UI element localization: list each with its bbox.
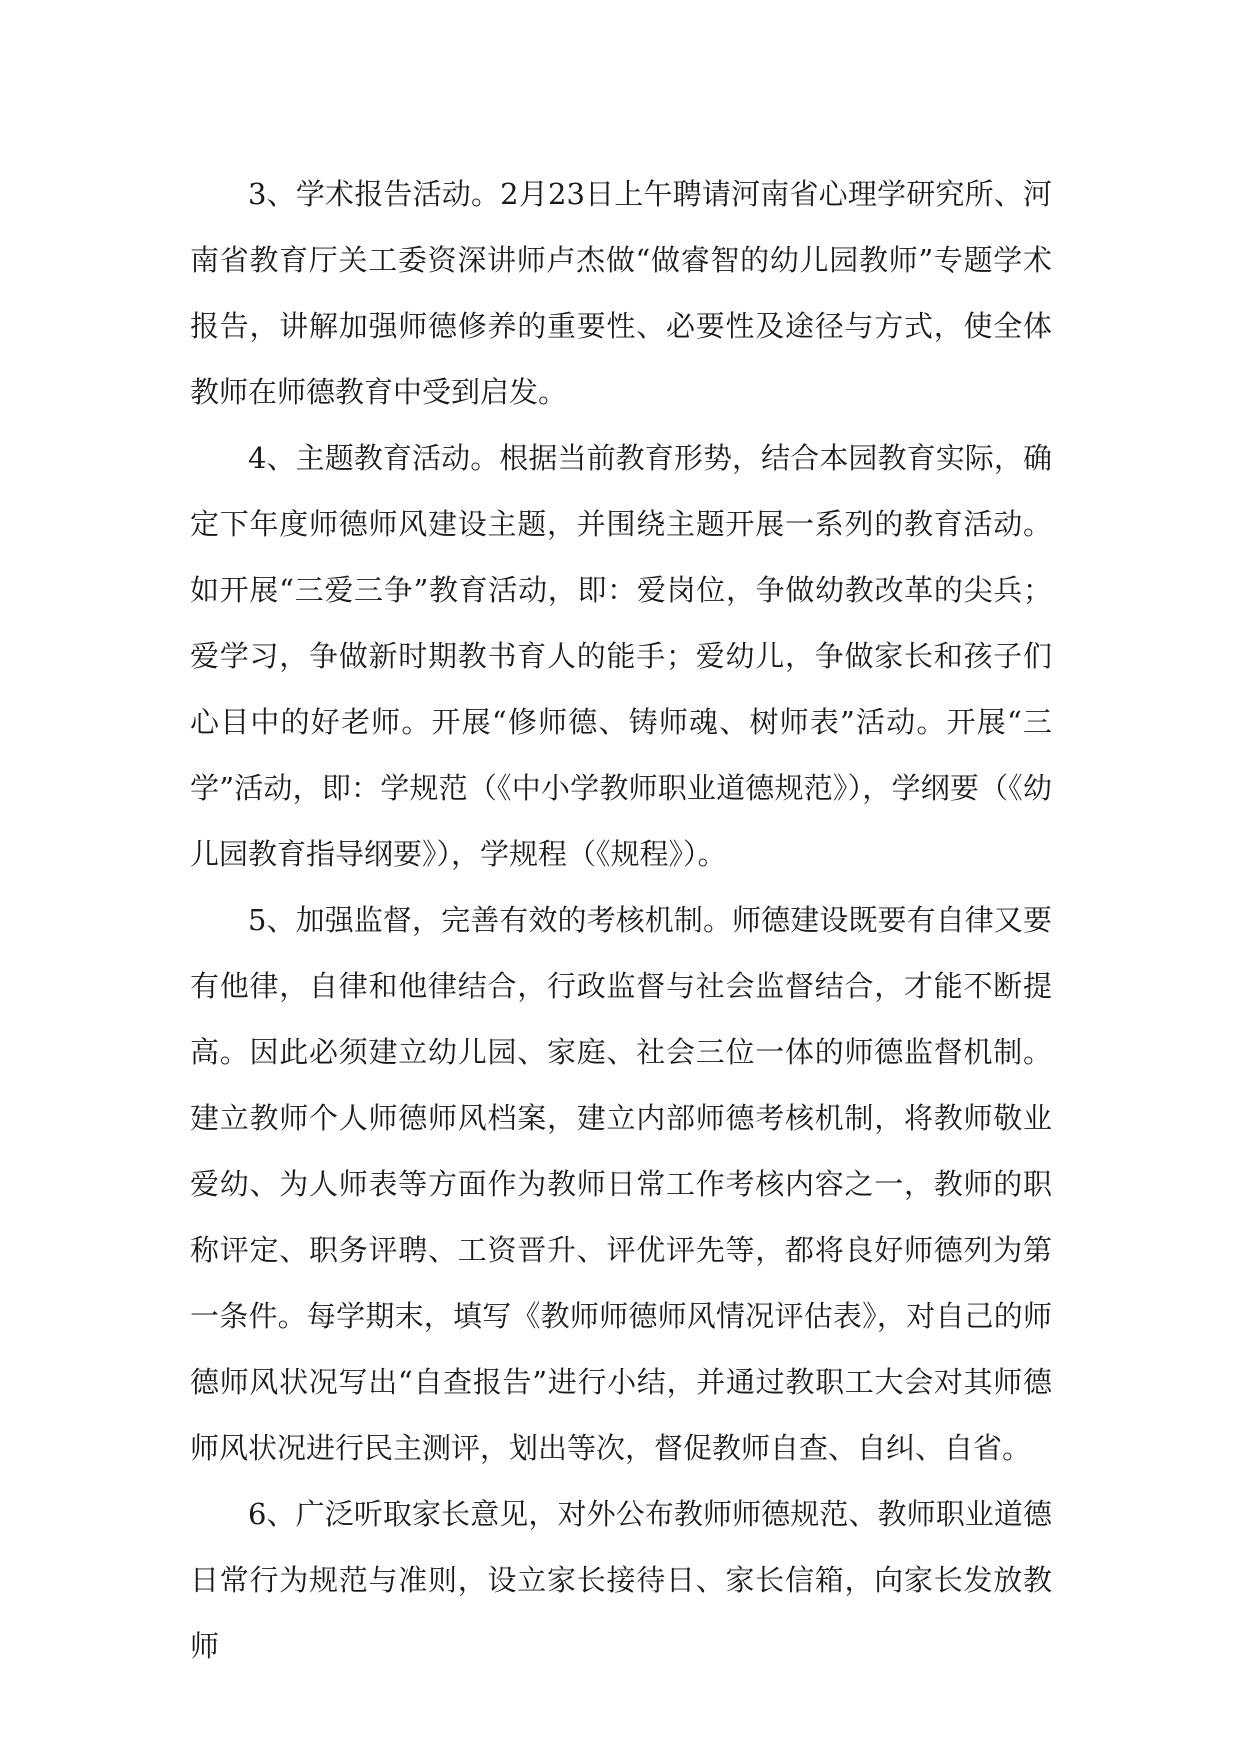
paragraph-item-6: 6、广泛听取家长意见，对外公布教师师德规范、教师职业道德日常行为规范与准则，设立家长接待日、家长信箱，向家长发放教师: [190, 1497, 1052, 1663]
paragraph-item-5: 5、加强监督，完善有效的考核机制。师德建设既要有自律又要有他律，自律和他律结合，行政监督与社会监督结合，才能不断提高。因此必须建立幼儿园、家庭、社会三位一体的师德监督机制。建立教师个人师德师风档案，建立内部师德考核机制，将教师敬业爱幼、为人师表等方面作为教师日常工作考核内容之一，教师的职称评定、职务评聘、工资晋升、评优评先等，都将良好师德列为第一条件。每学期末，填写《教师师德师风情况评估表》，对自己的师德师风状况写出“自查报告”进行小结，并通过教职工大会对其师德师风状况进行民主测评，划出等次，督促教师自查、自纠、自省。: [190, 903, 1052, 1465]
document-body: [190, 161, 1052, 1679]
paragraph-item-3: 3、学术报告活动。2月23日上午聘请河南省心理学研究所、河南省教育厅关工委资深讲师卢杰做“做睿智的幼儿园教师”专题学术报告，讲解加强师德修养的重要性、必要性及途径与方式，使全体教师在师德教育中受到启发。: [190, 177, 1052, 409]
paragraph-item-4: 4、主题教育活动。根据当前教育形势，结合本园教育实际，确定下年度师德师风建设主题，并围绕主题开展一系列的教育活动。如开展“三爱三争”教育活动，即：爱岗位，争做幼教改革的尖兵；爱学习，争做新时期教书育人的能手；爱幼儿，争做家长和孩子们心目中的好老师。开展“修师德、铸师魂、树师表”活动。开展“三学”活动，即：学规范（《中小学教师职业道德规范》），学纲要（《幼儿园教育指导纲要》），学规程（《规程》）。: [190, 441, 1052, 871]
